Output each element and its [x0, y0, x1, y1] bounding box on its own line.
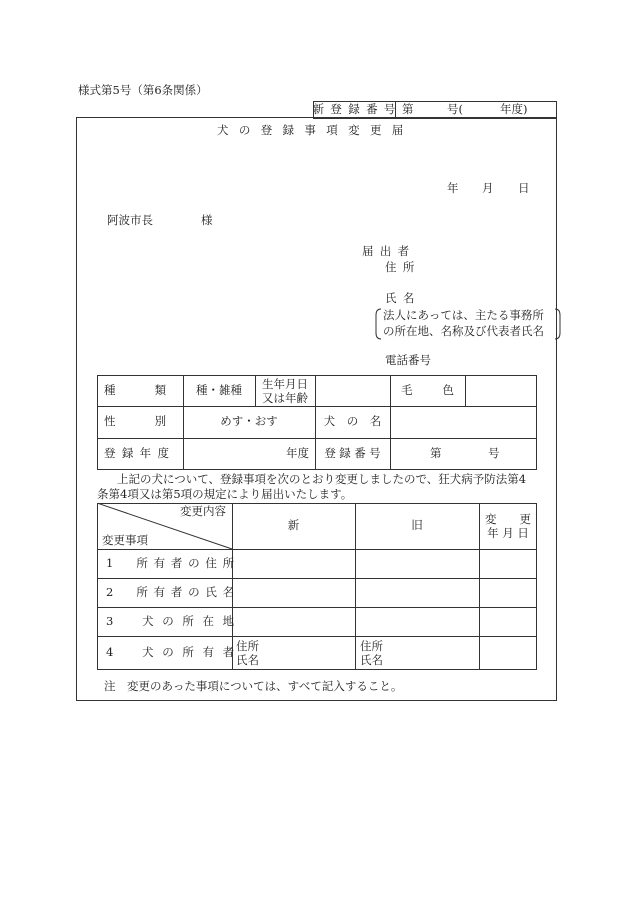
- registration-go: 号(: [447, 102, 463, 116]
- breed-label: 種類: [104, 383, 206, 398]
- applicant-address-label: 住所: [385, 260, 421, 274]
- registration-nendo[interactable]: 年度): [500, 102, 528, 116]
- old-header: 旧: [411, 518, 423, 533]
- change-date-header: 変 更 年 月 日: [485, 511, 531, 540]
- change-row-dog-owner: 4 犬の所有者: [106, 645, 243, 660]
- registration-year-label: 登録年度: [104, 446, 176, 461]
- footnote: 注 変更のあった事項については、すべて記入すること。: [104, 679, 403, 693]
- registration-number-label: 新登録番号: [312, 102, 402, 117]
- registration-dai: 第: [402, 102, 414, 116]
- form-number-label: 様式第5号（第6条関係）: [78, 83, 208, 97]
- birth-or-age-label: 生年月日 又は年齢: [262, 376, 308, 405]
- coat-color-label: 毛色: [401, 383, 484, 398]
- change-item-header: 変更事項: [102, 533, 148, 547]
- birth-or-age-value[interactable]: [315, 375, 390, 407]
- addressee-honorific: 様: [201, 213, 213, 227]
- sex-label: 性別: [104, 414, 206, 429]
- statement-line2: 条第4項又は第5項の規定により届出いたします。: [97, 487, 353, 501]
- applicant-heading: 届出者: [362, 244, 416, 258]
- phone-label: 電話番号: [385, 353, 431, 367]
- new-header: 新: [287, 518, 300, 533]
- change-content-header: 変更内容: [180, 504, 226, 518]
- registration-number-dai: 第: [430, 446, 442, 460]
- coat-color-value[interactable]: [465, 375, 537, 407]
- change-row-dog-location: 3 犬の所在地: [106, 613, 243, 628]
- dog-name-value[interactable]: [390, 406, 537, 438]
- change-row-owner-name: 2 所有者の氏名: [106, 584, 240, 599]
- change-row-owner-address: 1 所有者の住所: [106, 555, 240, 570]
- statement-line1: 上記の犬について、登録事項を次のとおり変更しましたので、狂犬病予防法第4: [117, 472, 527, 486]
- registration-number-row-label: 登録番号: [324, 446, 385, 461]
- dog-name-label: 犬の名: [323, 414, 393, 429]
- old-owner-fields[interactable]: 住所 氏名: [360, 638, 383, 667]
- new-owner-fields[interactable]: 住所 氏名: [236, 638, 259, 667]
- date-day[interactable]: 日: [518, 181, 530, 195]
- form-title: 犬の登録事項変更届: [217, 123, 414, 137]
- date-month[interactable]: 月: [482, 181, 494, 195]
- corporate-note-line1: 法人にあっては、主たる事務所: [383, 308, 544, 322]
- corporate-note-line2: の所在地、名称及び代表者氏名: [383, 324, 544, 338]
- registration-number-go[interactable]: 号: [488, 446, 500, 460]
- breed-value[interactable]: 種・雑種: [196, 383, 242, 398]
- date-year[interactable]: 年: [447, 181, 459, 195]
- sex-value[interactable]: めす・おす: [220, 414, 278, 429]
- addressee-name: 阿波市長: [107, 213, 153, 227]
- registration-year-unit[interactable]: 年度: [286, 446, 309, 461]
- applicant-name-label: 氏名: [385, 291, 421, 305]
